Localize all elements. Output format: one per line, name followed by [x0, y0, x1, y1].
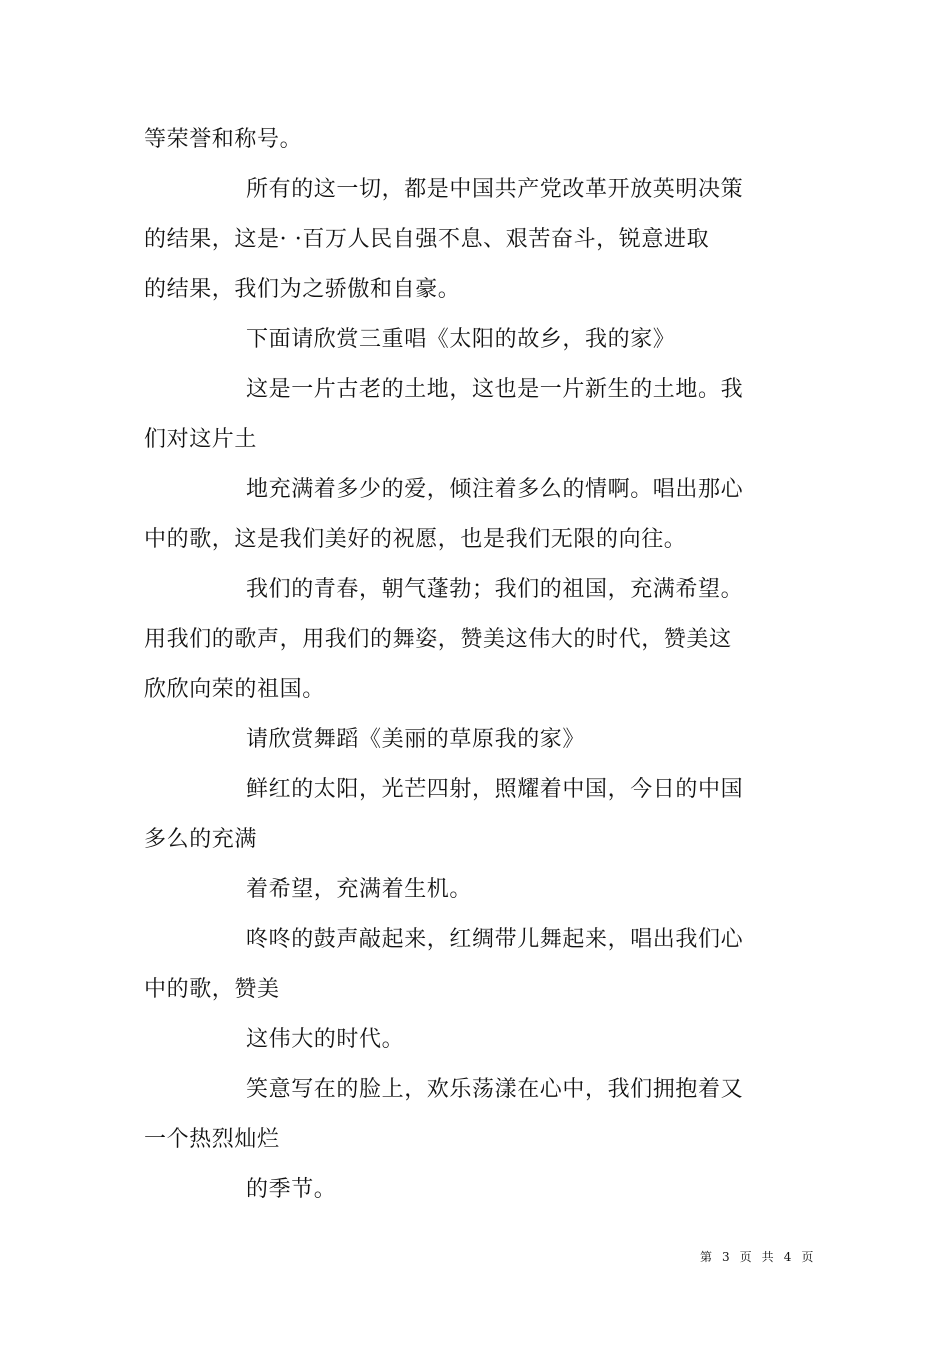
footer-gong: 共 [761, 1250, 774, 1264]
body-line: 用我们的歌声，用我们的舞姿，赞美这伟大的时代，赞美这 [144, 627, 732, 652]
body-line: 请欣赏舞蹈《美丽的草原我的家》 [246, 727, 586, 752]
footer-ye: 页 [739, 1250, 752, 1264]
body-line: 的结果，我们为之骄傲和自豪。 [144, 277, 461, 302]
footer-ye: 页 [801, 1250, 814, 1264]
body-line: 我们的青春，朝气蓬勃；我们的祖国，充满希望。 [246, 577, 744, 602]
body-line: 咚咚的鼓声敲起来，红绸带儿舞起来，唱出我们心 [246, 927, 744, 952]
body-line: 下面请欣赏三重唱《太阳的故乡，我的家》 [246, 327, 676, 352]
footer-total-pages: 4 [783, 1250, 792, 1264]
body-line: 等荣誉和称号。 [144, 127, 303, 152]
footer-di: 第 [700, 1250, 713, 1264]
body-line: 这伟大的时代。 [246, 1027, 405, 1052]
page-footer [700, 1249, 813, 1265]
body-line: 们对这片土 [144, 427, 258, 452]
body-line: 多么的充满 [144, 827, 258, 852]
footer-current-page: 3 [722, 1250, 730, 1264]
body-line: 中的歌，这是我们美好的祝愿，也是我们无限的向往。 [144, 527, 687, 552]
body-line: 地充满着多少的爱，倾注着多么的情啊。唱出那心 [246, 477, 744, 502]
body-line: 的结果，这是· ·百万人民自强不息、艰苦奋斗，锐意进取 [144, 227, 710, 252]
body-line: 欣欣向荣的祖国。 [144, 677, 325, 702]
body-line: 的季节。 [246, 1177, 337, 1202]
body-line: 鲜红的太阳，光芒四射，照耀着中国，今日的中国 [246, 777, 744, 802]
body-line: 笑意写在的脸上，欢乐荡漾在心中，我们拥抱着又 [246, 1077, 744, 1102]
body-line: 着希望，充满着生机。 [246, 877, 473, 902]
body-line: 所有的这一切，都是中国共产党改革开放英明决策 [246, 177, 744, 202]
body-line: 一个热烈灿烂 [144, 1127, 280, 1152]
body-line: 这是一片古老的土地，这也是一片新生的土地。我 [246, 377, 744, 402]
body-line: 中的歌，赞美 [144, 977, 280, 1002]
